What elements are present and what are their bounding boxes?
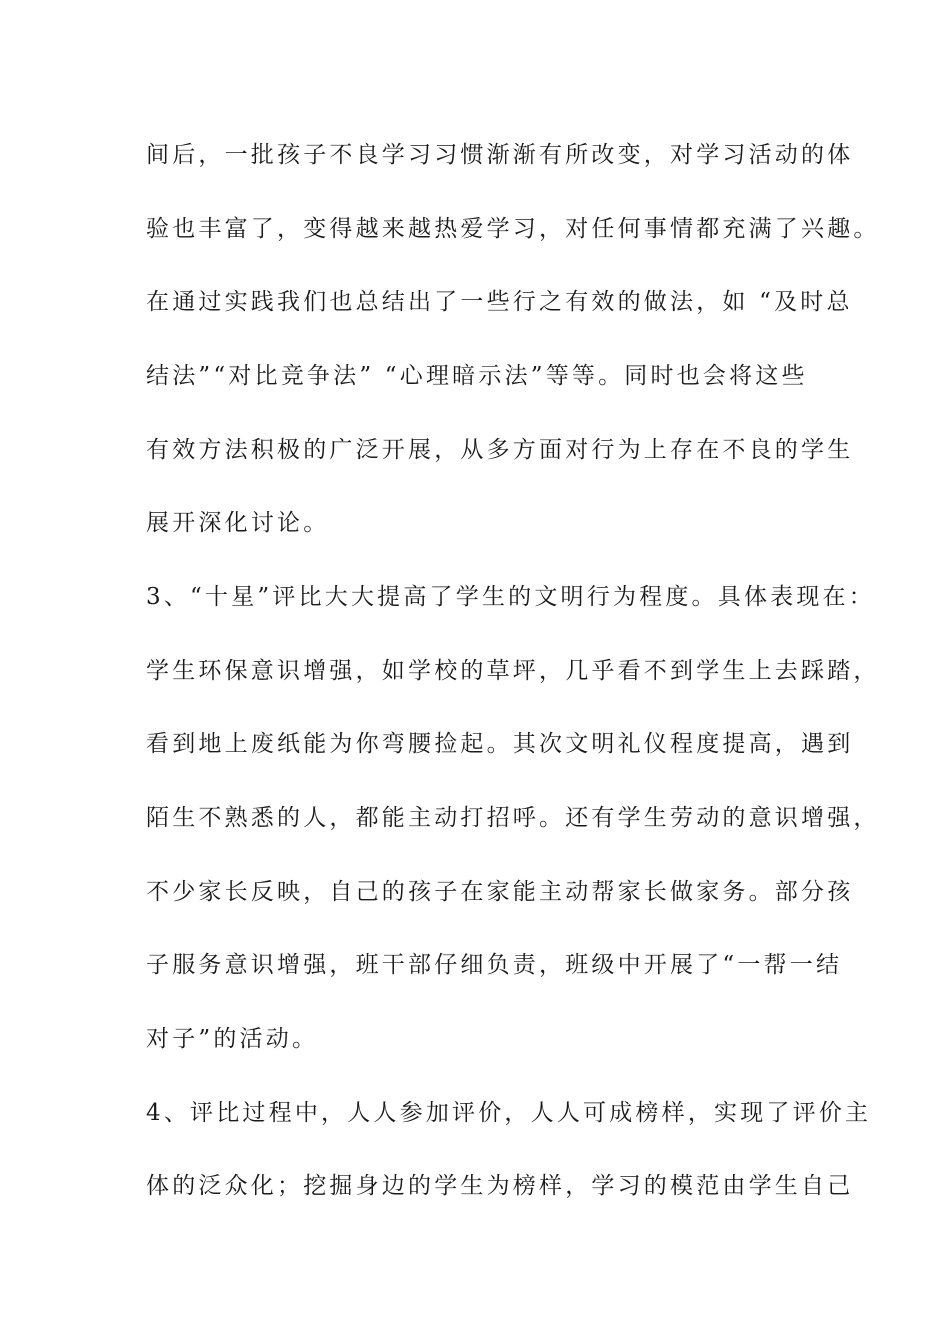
text-line: 体的泛众化；挖掘身边的学生为榜样，学习的模范由学生自己 <box>146 1173 854 1199</box>
text-line: 展开深化讨论。 <box>146 510 330 536</box>
text-line: 验也丰富了，变得越来越热爱学习，对任何事情都充满了兴趣。 <box>146 216 880 242</box>
text-line: 对子”的活动。 <box>146 1026 319 1052</box>
text-line: 4、评比过程中，人人参加评价，人人可成榜样，实现了评价主 <box>146 1100 872 1126</box>
text-line: 有效方法积极的广泛开展，从多方面对行为上存在不良的学生 <box>146 437 854 463</box>
text-line: 陌生不熟悉的人，都能主动打招呼。还有学生劳动的意识增强， <box>146 805 880 831</box>
text-line: 不少家长反映，自己的孩子在家能主动帮家长做家务。部分孩 <box>146 879 854 905</box>
text-line: 看到地上废纸能为你弯腰捡起。其次文明礼仪程度提高，遇到 <box>146 731 854 757</box>
text-line: 子服务意识增强，班干部仔细负责，班级中开展了“一帮一结 <box>146 952 843 978</box>
text-line: 结法”“对比竞争法” “心理暗示法”等等。同时也会将这些 <box>146 363 808 389</box>
text-line: 在通过实践我们也总结出了一些行之有效的做法，如 “及时总 <box>146 289 853 315</box>
text-line: 3、“十星”评比大大提高了学生的文明行为程度。具体表现在： <box>146 584 875 610</box>
text-line: 学生环保意识增强，如学校的草坪，几乎看不到学生上去踩踏， <box>146 658 880 684</box>
text-line: 间后，一批孩子不良学习习惯渐渐有所改变，对学习活动的体 <box>146 142 854 168</box>
